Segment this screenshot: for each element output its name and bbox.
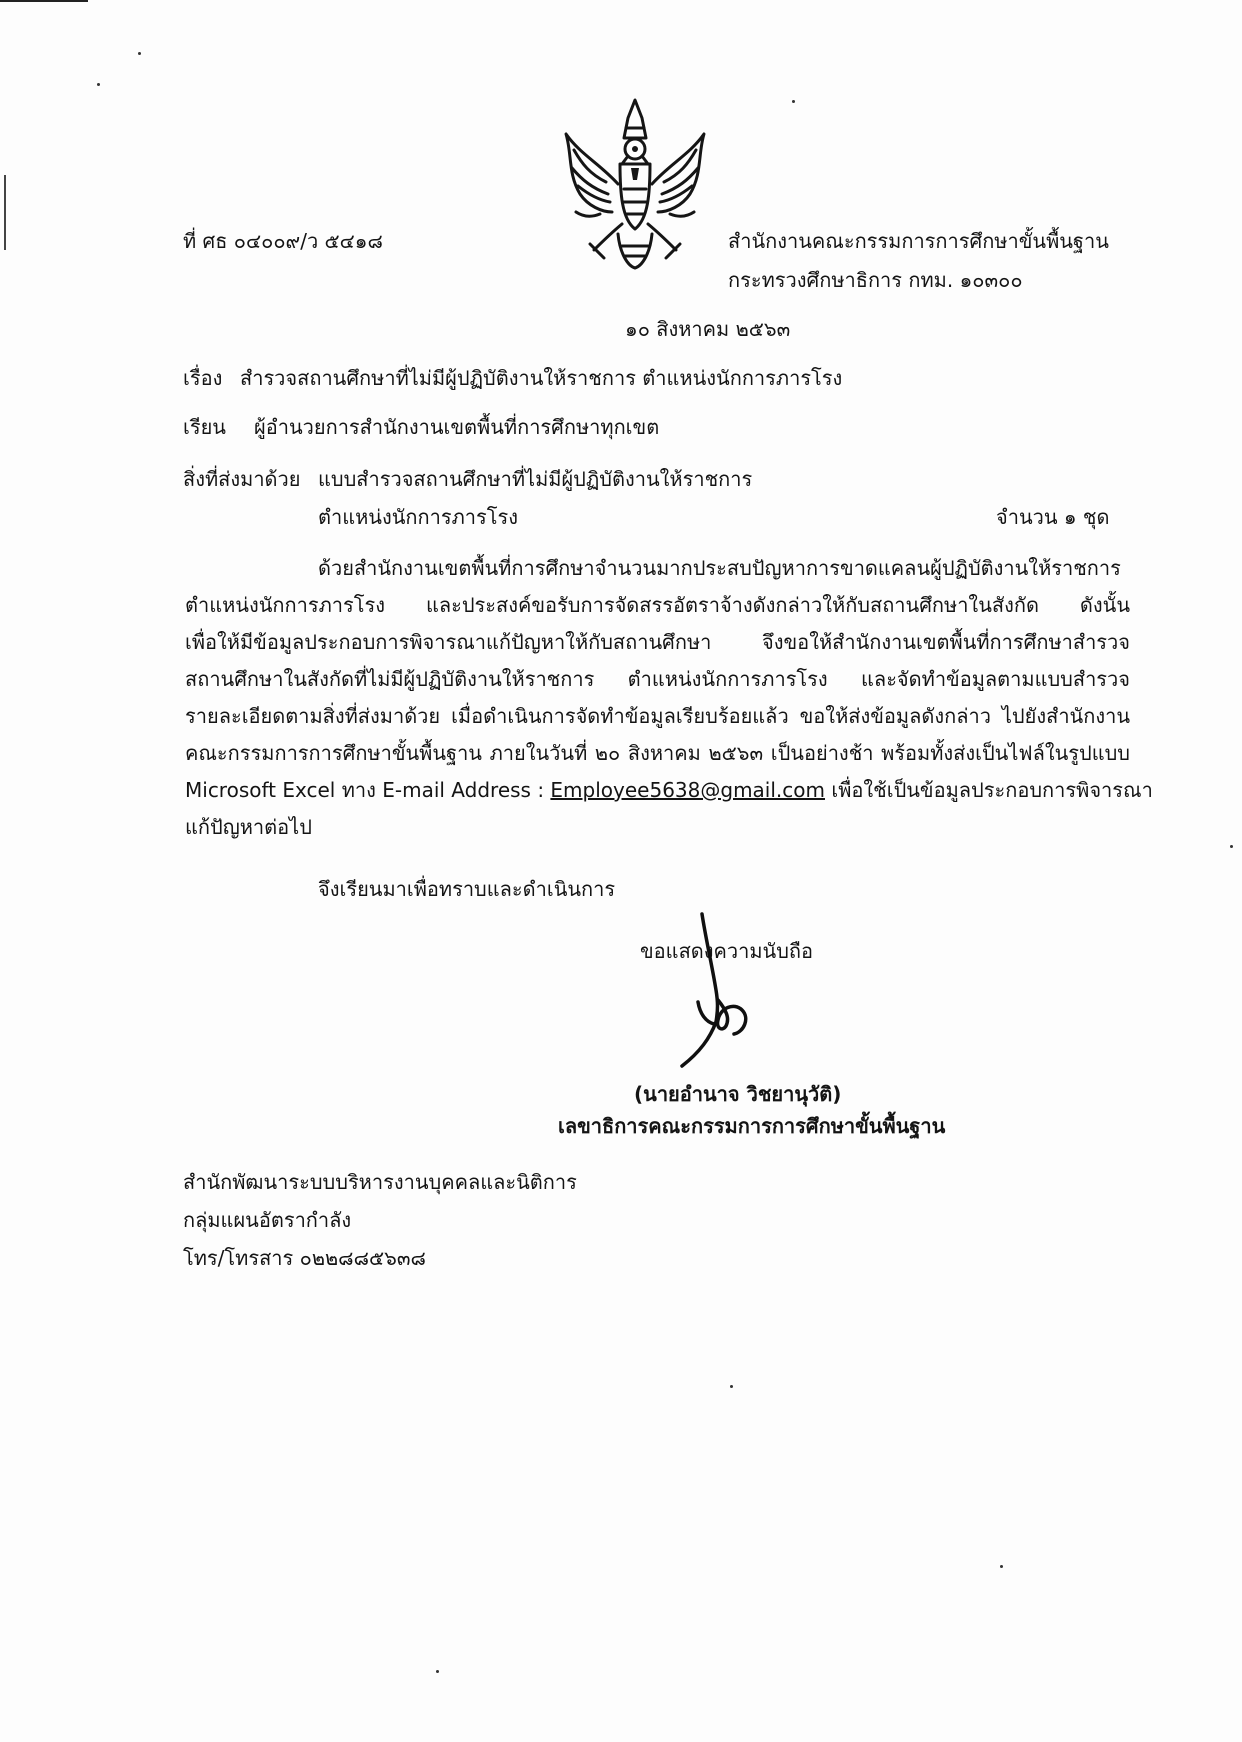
footer-department: สำนักพัฒนาระบบบริหารงานบุคคลและนิติการ [183, 1170, 577, 1194]
subject-label: เรื่อง [183, 366, 223, 390]
email-link[interactable]: Employee5638@gmail.com [550, 778, 825, 802]
email-line [185, 772, 1153, 809]
scan-artifact-edge [4, 175, 6, 250]
body-line: คณะกรรมการการศึกษาขั้นพื้นฐาน ภายในวันที่ ๒๐ สิงหาคม ๒๕๖๓ เป็นอย่างช้า พร้อมทั้งส่งเป็นไฟล์ในรูปแบบ [185, 741, 1130, 765]
closing-request: จึงเรียนมาเพื่อทราบและดำเนินการ [318, 877, 616, 901]
footer-group: กลุ่มแผนอัตรากำลัง [183, 1208, 352, 1232]
email-suffix: เพื่อใช้เป็นข้อมูลประกอบการพิจารณา [831, 778, 1153, 802]
signer-title: เลขาธิการคณะกรรมการการศึกษาขั้นพื้นฐาน [558, 1114, 946, 1138]
email-prefix: Microsoft Excel ทาง E-mail Address : [185, 778, 545, 802]
body-line: ตำแหน่งนักการภารโรง และประสงค์ขอรับการจัดสรรอัตราจ้างดังกล่าวให้กับสถานศึกษาในสังกัด ดังนั้น [185, 593, 1130, 617]
document-date: ๑๐ สิงหาคม ๒๕๖๓ [625, 317, 791, 341]
scan-speck [138, 52, 141, 55]
body-line: รายละเอียดตามสิ่งที่ส่งมาด้วย เมื่อดำเนินการจัดทำข้อมูลเรียบร้อยแล้ว ขอให้ส่งข้อมูลดังกล่าว ไปยังสำนักงาน [185, 704, 1130, 728]
subject-text: สำรวจสถานศึกษาที่ไม่มีผู้ปฏิบัติงานให้ราชการ ตำแหน่งนักการภารโรง [240, 366, 843, 390]
footer-phone: โทร/โทรสาร ๐๒๒๘๘๕๖๓๘ [183, 1246, 426, 1270]
body-line: ด้วยสำนักงานเขตพื้นที่การศึกษาจำนวนมากประสบปัญหาการขาดแคลนผู้ปฏิบัติงานให้ราชการ [318, 556, 1121, 580]
scan-artifact-line [0, 0, 88, 2]
scan-speck [97, 83, 100, 86]
body-line: เพื่อให้มีข้อมูลประกอบการพิจารณาแก้ปัญหาให้กับสถานศึกษา จึงขอให้สำนักงานเขตพื้นที่การศึกษาสำรวจ [185, 630, 1130, 654]
reference-number: ที่ ศธ ๐๔๐๐๙/ว ๕๔๑๘ [183, 229, 383, 253]
handwritten-signature [660, 910, 770, 1070]
body-line: สถานศึกษาในสังกัดที่ไม่มีผู้ปฏิบัติงานให้ราชการ ตำแหน่งนักการภารโรง และจัดทำข้อมูลตามแบบสำรวจ [185, 667, 1130, 691]
body-last-line: แก้ปัญหาต่อไป [185, 815, 312, 839]
issuing-office: สำนักงานคณะกรรมการการศึกษาขั้นพื้นฐาน [728, 229, 1109, 253]
closing-regards: ขอแสดงความนับถือ [640, 939, 814, 963]
signer-name: (นายอำนาจ วิชยานุวัติ) [634, 1082, 842, 1106]
scan-speck [730, 1385, 733, 1388]
enclosure-quantity: จำนวน ๑ ชุด [996, 505, 1110, 529]
scan-speck [436, 1670, 439, 1673]
scan-speck [1000, 1565, 1003, 1568]
recipient-text: ผู้อำนวยการสำนักงานเขตพื้นที่การศึกษาทุกเขต [254, 415, 660, 439]
body-paragraph [185, 550, 1153, 846]
scan-speck [1230, 845, 1233, 848]
enclosure-label: สิ่งที่ส่งมาด้วย [183, 467, 301, 491]
garuda-emblem-icon [560, 94, 710, 270]
recipient-label: เรียน [183, 415, 226, 439]
scan-speck [792, 100, 795, 103]
enclosure-line1: แบบสำรวจสถานศึกษาที่ไม่มีผู้ปฏิบัติงานให้ราชการ [318, 467, 753, 491]
enclosure-line2: ตำแหน่งนักการภารโรง [318, 505, 518, 529]
office-address: กระทรวงศึกษาธิการ กทม. ๑๐๓๐๐ [728, 268, 1023, 292]
